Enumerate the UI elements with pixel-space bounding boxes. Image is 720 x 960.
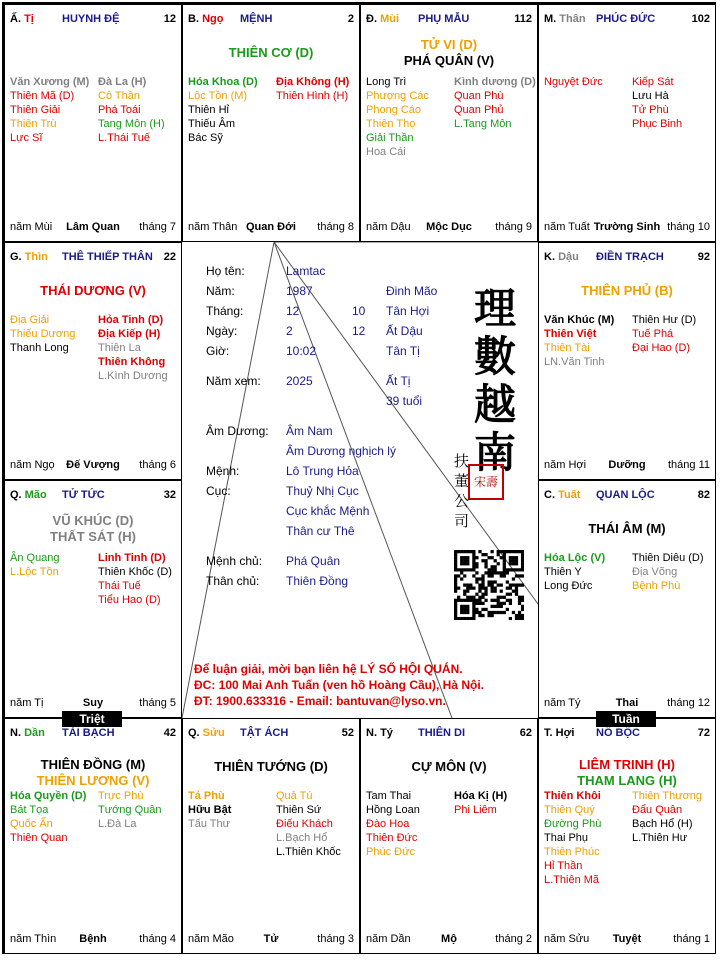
tuan-marker: Tuần: [596, 711, 656, 727]
minor-star: Thiên Thương: [632, 790, 703, 802]
main-star: THIÊN TƯỚNG (D): [214, 759, 328, 774]
calligraphy-sub-char: 董: [454, 472, 470, 490]
minor-star: Thiên Y: [544, 566, 582, 578]
footer-year: năm Tý: [544, 697, 581, 709]
calligraphy-char: 越: [474, 380, 517, 429]
minor-star: Thiên Sứ: [276, 804, 322, 816]
cell-header: [366, 13, 532, 27]
footer-month: tháng 2: [495, 933, 532, 945]
info-value: Thuỷ Nhị Cục: [286, 484, 359, 498]
info-value: 1987: [286, 284, 313, 298]
main-star: TỬ VI (D): [420, 37, 478, 52]
info-canchi-value: Ất Tị: [386, 374, 411, 388]
cell-footer: [10, 697, 176, 711]
heavenly-stem-branch: C. Tuất: [544, 489, 581, 501]
cell-no-boc: [538, 718, 716, 954]
minor-star: L.Kình Dương: [98, 370, 168, 382]
info-label: Năm:: [206, 284, 235, 298]
palace-number: 82: [697, 489, 710, 501]
contact-line: ĐC: 100 Mai Anh Tuấn (ven hồ Hoàng Cầu), Hà Nội.: [194, 678, 485, 692]
minor-star: L.Đà La: [98, 818, 137, 830]
info-value: 2025: [286, 374, 313, 388]
info-label: Giờ:: [206, 344, 230, 358]
palace-number: 112: [514, 13, 532, 25]
minor-stars-left: [10, 789, 100, 845]
minor-stars-left: [544, 551, 634, 593]
palace-number: 22: [163, 251, 176, 263]
minor-star: Phúc Đức: [366, 846, 415, 858]
palace-number: 92: [697, 251, 710, 263]
minor-star: Bạch Hổ (H): [632, 818, 693, 830]
minor-star: Hữu Bật: [188, 804, 232, 816]
main-star: THẤT SÁT (H): [50, 529, 136, 544]
minor-star: Linh Tinh (D): [98, 552, 166, 564]
cell-header: [188, 13, 354, 27]
footer-month: tháng 12: [667, 697, 710, 709]
palace-name: PHỤ MẪU: [418, 13, 470, 25]
info-value: 2: [286, 324, 293, 338]
minor-stars-right: [632, 789, 716, 845]
heavenly-stem-branch: N. Tý: [366, 727, 393, 739]
main-star: VŨ KHÚC (D): [52, 513, 134, 528]
footer-year: năm Mão: [188, 933, 234, 945]
info-canchi-value: Tân Hợi: [386, 304, 430, 318]
minor-star: Thiên La: [98, 342, 141, 354]
minor-star: L.Thiên Hư: [632, 832, 688, 844]
cell-footer: [188, 221, 354, 235]
minor-star: Tử Phù: [632, 104, 669, 116]
calligraphy-char: 理: [474, 284, 517, 333]
footer-year: năm Hợi: [544, 459, 587, 471]
cell-tu-tuc: [4, 480, 182, 718]
minor-star: Thiên Hư (D): [632, 314, 697, 326]
cell-thien-di: [360, 718, 538, 954]
palace-name: HUYNH ĐỆ: [62, 13, 120, 25]
cell-the-thiep: [4, 242, 182, 480]
cell-menh: [182, 4, 360, 242]
cell-header: [544, 727, 710, 741]
minor-star: Cô Thần: [98, 90, 140, 102]
main-star: THÁI DƯƠNG (V): [40, 283, 146, 298]
life-stage: Bệnh: [79, 933, 107, 945]
info-value: Thiên Đồng: [286, 574, 349, 588]
cell-footer: [366, 221, 532, 235]
contact-line: Để luận giải, mời bạn liên hệ LÝ SỐ HỘI QUÁN.: [194, 662, 463, 676]
info-label: Âm Dương:: [206, 424, 269, 438]
footer-year: năm Mùi: [10, 221, 53, 233]
footer-month: tháng 7: [139, 221, 176, 233]
minor-star: Tuế Phá: [632, 328, 674, 340]
life-stage: Lâm Quan: [66, 221, 120, 233]
info-label: Mệnh:: [206, 464, 240, 478]
footer-month: tháng 4: [139, 933, 176, 945]
footer-year: năm Ngọ: [10, 459, 55, 471]
minor-star: Thiếu Âm: [188, 118, 236, 130]
minor-star: Lộc Tồn (M): [188, 90, 248, 102]
minor-star: Địa Võng: [632, 566, 678, 578]
footer-month: tháng 8: [317, 221, 354, 233]
info-value: Phá Quân: [286, 554, 341, 568]
palace-name: THÊ THIẾP THÂN: [62, 251, 153, 263]
minor-stars-right: [98, 551, 182, 607]
minor-stars-left: [366, 75, 456, 159]
red-seal: 宋壽: [468, 464, 504, 500]
minor-stars-right: [276, 789, 360, 859]
minor-star: L.Lộc Tồn: [10, 566, 59, 578]
footer-year: năm Thìn: [10, 933, 57, 945]
info-value: Âm Nam: [286, 424, 333, 438]
minor-stars-right: [632, 551, 716, 593]
minor-star: Thiếu Dương: [10, 328, 76, 340]
footer-month: tháng 9: [495, 221, 532, 233]
center-panel: [182, 242, 538, 718]
minor-star: Bệnh Phù: [632, 580, 681, 592]
footer-year: năm Thân: [188, 221, 238, 233]
minor-star: Đại Hao (D): [632, 342, 691, 354]
life-stage: Quan Đới: [246, 221, 296, 233]
life-stage: Suy: [82, 697, 104, 709]
minor-star: Thiên Giải: [10, 104, 61, 116]
minor-star: Thiên Diêu (D): [632, 552, 704, 564]
minor-star: Hỉ Thần: [544, 860, 583, 872]
minor-star: Tả Phù: [188, 790, 225, 802]
info-canchi-value: Tân Tị: [386, 344, 420, 358]
minor-star: Địa Không (H): [276, 76, 350, 88]
minor-star: Đà La (H): [98, 76, 147, 88]
minor-star: Thiên Tài: [544, 342, 590, 354]
cell-header: [544, 13, 710, 27]
minor-stars-left: [10, 75, 100, 145]
minor-star: Đẩu Quân: [632, 804, 683, 816]
cell-quan-loc: [538, 480, 716, 718]
minor-star: Tam Thai: [366, 790, 412, 802]
cell-footer: [10, 459, 176, 473]
info-canchi-value: Đinh Mão: [386, 284, 438, 298]
minor-stars-right: [98, 75, 182, 145]
cell-footer: [544, 459, 710, 473]
info-value: Âm Dương nghịch lý: [286, 444, 396, 458]
minor-star: Hóa Khoa (D): [188, 76, 258, 88]
minor-star: Phi Liêm: [454, 804, 497, 816]
minor-star: Hỏa Tinh (D): [98, 314, 164, 326]
footer-month: tháng 1: [673, 933, 710, 945]
cell-footer: [366, 933, 532, 947]
info-label: Tháng:: [206, 304, 244, 318]
cell-header: [366, 727, 532, 741]
info-value: Cục khắc Mệnh: [286, 504, 370, 518]
footer-month: tháng 11: [667, 459, 710, 471]
cell-phu-mau: [360, 4, 538, 242]
minor-star: Tướng Quân: [98, 804, 162, 816]
cell-footer: [544, 697, 710, 711]
cell-header: [544, 489, 710, 503]
main-star: THIÊN PHỦ (B): [581, 283, 673, 298]
palace-number: 32: [163, 489, 176, 501]
cell-header: [10, 489, 176, 503]
minor-stars-left: [544, 75, 634, 89]
heavenly-stem-branch: Q. Sửu: [188, 727, 225, 739]
palace-name: QUAN LỘC: [596, 489, 655, 501]
minor-star: Thiên Không: [98, 356, 166, 368]
palace-name: TẬT ÁCH: [240, 727, 289, 739]
contact-line: ĐT: 1900.633316 - Email: bantuvan@lyso.vn.: [194, 694, 446, 708]
minor-star: Thiên Trù: [10, 118, 57, 130]
life-stage: Tuyệt: [612, 933, 642, 945]
minor-star: Quan Phù: [454, 90, 504, 102]
info-label: Năm xem:: [206, 374, 261, 388]
life-stage: Trường Sinh: [593, 221, 661, 233]
info-lunar-value: 12: [352, 324, 366, 338]
info-label: Cục:: [206, 484, 231, 498]
minor-star: Quả Tú: [276, 790, 313, 802]
minor-star: Hoa Cái: [366, 146, 406, 158]
minor-stars-right: [454, 789, 538, 817]
minor-star: LN.Văn Tinh: [544, 356, 605, 368]
info-label: Mệnh chủ:: [206, 554, 263, 568]
palace-name: TỬ TỨC: [62, 489, 105, 501]
palace-name: THIÊN DI: [418, 727, 466, 739]
minor-star: Thiên Thọ: [366, 118, 416, 130]
heavenly-stem-branch: K. Dậu: [544, 251, 579, 263]
minor-star: Thiên Hình (H): [276, 90, 349, 102]
footer-year: năm Tị: [10, 697, 44, 709]
palace-number: 102: [691, 13, 710, 25]
info-value: 12: [286, 304, 300, 318]
minor-star: Phong Cáo: [366, 104, 422, 116]
minor-star: Tiểu Hao (D): [98, 594, 161, 606]
info-value: Thân cư Thê: [286, 524, 355, 538]
palace-name: PHÚC ĐỨC: [596, 13, 656, 25]
minor-star: Địa Kiếp (H): [98, 328, 161, 340]
main-star: THIÊN CƠ (D): [228, 45, 314, 60]
cell-footer: [544, 933, 710, 947]
minor-star: L.Bạch Hổ: [276, 832, 328, 844]
main-star: CỰ MÔN (V): [411, 759, 487, 774]
minor-star: Lưu Hà: [632, 90, 669, 102]
info-canchi-value: Ất Dậu: [386, 324, 423, 338]
life-stage: Thai: [615, 697, 639, 709]
heavenly-stem-branch: Đ. Mùi: [366, 13, 400, 25]
palace-number: 62: [519, 727, 532, 739]
palace-number: 52: [341, 727, 354, 739]
minor-star: Thiên Quý: [544, 804, 595, 816]
life-stage: Dưỡng: [608, 459, 646, 471]
cell-header: [544, 251, 710, 265]
heavenly-stem-branch: Q. Mão: [10, 489, 47, 501]
palace-number: 12: [163, 13, 176, 25]
minor-star: Phá Toái: [98, 104, 141, 116]
info-canchi-value: 39 tuổi: [386, 394, 423, 408]
main-star: THIÊN ĐỒNG (M): [40, 757, 146, 772]
minor-star: Bác Sỹ: [188, 132, 223, 144]
cell-dien-trach: [538, 242, 716, 480]
heavenly-stem-branch: B. Ngọ: [188, 13, 224, 25]
minor-stars-left: [10, 551, 100, 579]
info-value: 10:02: [286, 344, 317, 358]
calligraphy-sub-char: 司: [454, 512, 470, 530]
cell-footer: [10, 221, 176, 235]
minor-star: Kiếp Sát: [632, 76, 674, 88]
palace-number: 2: [347, 13, 354, 25]
footer-year: năm Dậu: [366, 221, 411, 233]
main-star: PHÁ QUÂN (V): [403, 53, 495, 68]
info-value: Lamtac: [286, 264, 326, 278]
minor-star: Thiên Đức: [366, 832, 418, 844]
footer-month: tháng 3: [317, 933, 354, 945]
life-stage: Tử: [263, 933, 279, 945]
cell-tat-ach: [182, 718, 360, 954]
main-star: THÁI ÂM (M): [588, 521, 666, 536]
minor-star: Tang Môn (H): [98, 118, 165, 130]
horoscope-chart: [2, 2, 716, 954]
calligraphy-char: 數: [474, 332, 517, 381]
cell-header: [10, 251, 176, 265]
minor-star: L.Thiên Mã: [544, 874, 600, 886]
cell-footer: [10, 933, 176, 947]
cell-footer: [544, 221, 710, 235]
life-stage: Mộ: [441, 933, 457, 945]
minor-star: Thiên Khốc (D): [98, 566, 172, 578]
heavenly-stem-branch: T. Hợi: [544, 727, 575, 739]
cell-footer: [188, 933, 354, 947]
minor-star: Điếu Khách: [276, 818, 333, 830]
footer-year: năm Sửu: [544, 933, 590, 945]
triet-marker: Triệt: [62, 711, 122, 727]
minor-stars-right: [98, 313, 182, 383]
calligraphy-char: 南: [474, 428, 517, 477]
minor-star: Lực Sĩ: [10, 132, 43, 144]
minor-star: L.Thái Tuế: [98, 132, 150, 144]
cell-header: [188, 727, 354, 741]
palace-number: 72: [697, 727, 710, 739]
minor-stars-left: [544, 789, 634, 887]
minor-star: L.Tang Môn: [454, 118, 512, 130]
minor-star: Thiên Quan: [10, 832, 68, 844]
info-label: Thân chủ:: [206, 574, 260, 588]
minor-star: Văn Xương (M): [10, 76, 90, 88]
footer-year: năm Tuất: [544, 221, 590, 233]
minor-star: Thai Phụ: [544, 832, 589, 844]
cell-huynh-de: [4, 4, 182, 242]
heavenly-stem-branch: Ấ. Tị: [10, 13, 34, 25]
minor-stars-left: [366, 789, 456, 859]
life-stage: Đế Vượng: [66, 459, 120, 471]
cell-phuc-duc: [538, 4, 716, 242]
main-star: THIÊN LƯƠNG (V): [36, 773, 150, 788]
palace-name: TÀI BẠCH: [62, 727, 115, 739]
minor-star: Long Trì: [366, 76, 407, 88]
info-lunar-value: 10: [352, 304, 366, 318]
palace-number: 42: [163, 727, 176, 739]
cell-header: [10, 727, 176, 741]
minor-stars-right: [276, 75, 360, 103]
calligraphy-sub-char: 公: [454, 492, 470, 510]
minor-star: Thiên Khôi: [544, 790, 601, 802]
minor-stars-right: [632, 75, 716, 131]
minor-star: L.Thiên Khốc: [276, 846, 341, 858]
minor-star: Bát Tọa: [10, 804, 49, 816]
minor-star: Thanh Long: [10, 342, 69, 354]
minor-star: Hồng Loan: [366, 804, 420, 816]
minor-star: Hóa Quyền (D): [10, 790, 87, 802]
info-label: Ngày:: [206, 324, 238, 338]
minor-star: Tấu Thư: [188, 818, 231, 830]
info-value: Lô Trung Hỏa: [286, 464, 359, 478]
palace-name: MỆNH: [240, 13, 273, 25]
info-label: Họ tên:: [206, 264, 245, 278]
palace-name: NÔ BỘC: [596, 727, 640, 739]
minor-star: Thái Tuế: [98, 580, 141, 592]
minor-star: Phượng Các: [366, 90, 429, 102]
main-star: THAM LANG (H): [577, 773, 677, 788]
minor-star: Nguyệt Đức: [544, 76, 603, 88]
heavenly-stem-branch: N. Dần: [10, 727, 45, 739]
palace-name: ĐIỀN TRẠCH: [596, 251, 664, 263]
footer-year: năm Dần: [366, 933, 411, 945]
footer-month: tháng 5: [139, 697, 176, 709]
minor-star: Đào Hoa: [366, 818, 410, 830]
heavenly-stem-branch: G. Thìn: [10, 251, 48, 263]
minor-stars-right: [632, 313, 716, 355]
minor-stars-right: [98, 789, 182, 831]
minor-star: Trực Phù: [98, 790, 144, 802]
minor-star: Quan Phủ: [454, 104, 504, 116]
minor-stars-left: [544, 313, 634, 369]
minor-star: Thiên Phúc: [544, 846, 600, 858]
minor-star: Văn Khúc (M): [544, 314, 615, 326]
minor-stars-left: [188, 789, 278, 831]
minor-star: Thiên Hỉ: [188, 104, 229, 116]
minor-star: Thiên Việt: [544, 328, 597, 340]
minor-star: Long Đức: [544, 580, 593, 592]
minor-star: Phục Binh: [632, 118, 683, 130]
footer-month: tháng 6: [139, 459, 176, 471]
cell-header: [10, 13, 176, 27]
minor-stars-left: [188, 75, 278, 145]
minor-star: Quốc Ấn: [10, 818, 53, 830]
minor-stars-right: [454, 75, 538, 131]
life-stage: Mộc Dục: [426, 221, 472, 233]
heavenly-stem-branch: M. Thân: [544, 13, 586, 25]
minor-star: Địa Giải: [10, 314, 50, 326]
minor-star: Thiên Mã (D): [10, 90, 75, 102]
minor-star: Hóa Lộc (V): [544, 552, 606, 564]
minor-star: Kình dương (D): [454, 76, 536, 88]
minor-stars-left: [10, 313, 100, 355]
minor-star: Giải Thần: [366, 132, 414, 144]
qr-code[interactable]: [454, 550, 524, 620]
calligraphy-sub-char: 扶: [454, 452, 470, 470]
footer-month: tháng 10: [667, 221, 710, 233]
minor-star: Hóa Kị (H): [454, 790, 508, 802]
cell-tai-bach: [4, 718, 182, 954]
minor-star: Ân Quang: [10, 552, 60, 564]
minor-star: Đường Phù: [544, 818, 602, 830]
main-star: LIÊM TRINH (H): [578, 757, 676, 772]
